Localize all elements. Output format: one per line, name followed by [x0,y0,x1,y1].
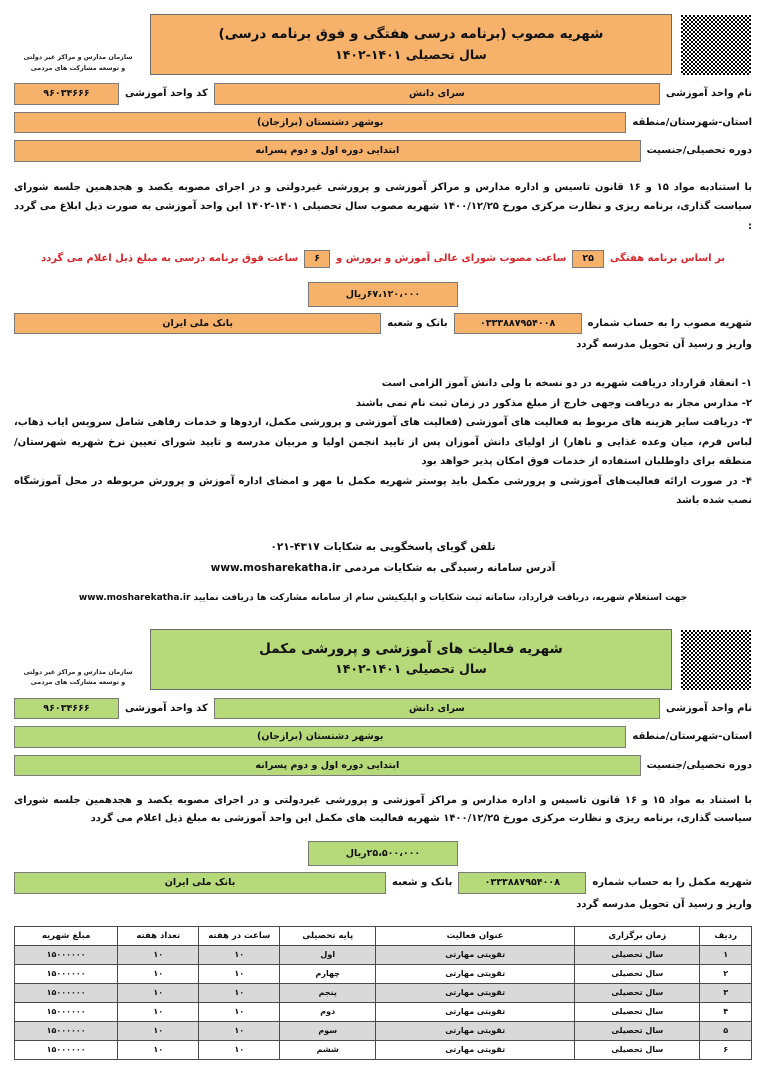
cell-zaman: سال تحصیلی [575,1041,700,1060]
table-row [15,1003,752,1022]
cell-onvan: تقویتی مهارتی [376,1041,575,1060]
supplementary-unit-name-label: نام واحد آموزشی [665,702,752,714]
cell-mablagh: ۱۵۰۰۰۰۰۰ [15,965,118,984]
approved-region-value: بوشهر دشتستان (برازجان) [14,112,626,134]
header-saat: ساعت در هفته [199,926,280,946]
cell-tedad: ۱۰ [118,984,199,1003]
cell-mablagh: ۱۵۰۰۰۰۰۰ [15,946,118,965]
header-onvan: عنوان فعالیت [376,926,575,946]
supplementary-unit-code-label: کد واحد آموزشی [125,702,208,714]
cell-tedad: ۱۰ [118,1022,199,1041]
cell-zaman: سال تحصیلی [575,946,700,965]
approved-banner-row [14,0,752,76]
cell-saat: ۱۰ [199,946,280,965]
cell-paye: اول [280,946,376,965]
organization-label-line1: سازمان مدارس و مراکز غیر دولتی [23,53,133,61]
cell-paye: سوم [280,1022,376,1041]
table-header-row [15,926,752,946]
cell-mablagh: ۱۵۰۰۰۰۰۰ [15,1022,118,1041]
supplementary-bank-text-prefix: شهریه مکمل را به حساب شماره [592,877,752,889]
approved-highlight-row [14,250,752,268]
supplementary-course-row [14,755,752,777]
header-tedad: تعداد هفته [118,926,199,946]
cell-mablagh: ۱۵۰۰۰۰۰۰ [15,1041,118,1060]
notes-list [14,374,752,511]
supplementary-course-label: دوره تحصیلی/جنسیت [646,759,752,771]
contact-site-url[interactable]: www.mosharekatha.ir [210,561,341,574]
supplementary-amount-value: ۲۵،۵۰۰،۰۰۰ریال [308,841,458,866]
table-row [15,946,752,965]
approved-course-row [14,140,752,162]
supplementary-intro-paragraph: با استناد به مواد ۱۵ و ۱۶ قانون تاسیس و اداره مدارس و مراکز آموزشی و پرورشی غیردولتی و در اجرای مصوبه یکصد و هجدهمین جلسه شورای سیاست گذاری، برنامه ریزی و نظارت مرکزی مورخ ۱۴۰۰/۱۲/۲۵ شهریه فعالیت های مکمل این واحد آموزشی به مبلغ ذیل اعلام می گردد [14,795,752,824]
cell-radif: ۱ [700,946,752,965]
approved-unit-code-value: ۹۶۰۳۴۶۶۶ [14,83,119,105]
cell-onvan: تقویتی مهارتی [376,946,575,965]
supplementary-banner-line1: شهریه فعالیت های آموزشی و پرورشی مکمل [259,640,563,657]
note-item: ۳- دریافت سایر هزینه های مربوط به فعالیت های آموزشی (فعالیت های آموزشی و پرورشی مکمل، اردوها و خدمات رفاهی شامل سرویس ایاب ذهاب، لباس فرم، میان وعده غذایی و ناهار) از اولیای دانش آموزان پس از تایید انجمن اولیا و مربیان مدرسه و تایید شورای تعیین نرخ شهریه شهرستان/ منطقه برای داوطلبان استفاده از خدمات فوق امکان پذیر خواهد بود [14,417,752,467]
cell-paye: چهارم [280,965,376,984]
header-mablagh: مبلغ شهریه [15,926,118,946]
contact-site-line [14,558,752,579]
cell-zaman: سال تحصیلی [575,1022,700,1041]
cell-onvan: تقویتی مهارتی [376,965,575,984]
approved-unit-name-label: نام واحد آموزشی [665,88,752,100]
supplementary-account-number: ۰۳۳۳۸۸۷۹۵۴۰۰۸ [458,872,586,894]
supplementary-unit-code-value: ۹۶۰۳۴۶۶۶ [14,698,119,720]
approved-extra-hours-chip: ۶ [304,250,330,268]
approved-account-number: ۰۳۳۳۸۸۷۹۵۴۰۰۸ [454,313,582,335]
approved-banner [150,14,672,75]
approved-highlight-middle: ساعت مصوب شورای عالی آموزش و پرورش و [336,253,567,265]
approved-unit-row [14,83,752,105]
supplementary-amount-wrap [14,841,752,866]
qr-code-icon [680,14,752,76]
note-item: ۲- مدارس مجاز به دریافت وجهی خارج از مبلغ مذکور در زمان ثبت نام نمی باشند [355,397,752,409]
cell-radif: ۳ [700,984,752,1003]
approved-bank-note: واریز و رسید آن تحویل مدرسه گردد [576,339,752,350]
note-item: ۱- انعقاد قرارداد دریافت شهریه در دو نسخه با ولی دانش آموز الزامی است [381,378,752,389]
contact-footer-note-text: جهت استعلام شهریه، دریافت قرارداد، سامانه ثبت شکایات و اپلیکیشن سام از سامانه مشارکت ها دریافت نمایید [193,592,688,603]
supplementary-unit-row [14,698,752,720]
cell-radif: ۴ [700,1003,752,1022]
approved-intro-paragraph: با استنادبه مواد ۱۵ و ۱۶ قانون تاسیس و اداره مدارس و مراکز آموزشی و پرورشی غیردولتی و در اجرای مصوبه یکصد و هجدهمین جلسه شورای سیاست گذاری، برنامه ریزی و نظارت مرکزی مورخ ۱۴۰۰/۱۲/۲۵ شهریه مصوب سال تحصیلی ۱۴۰۱-۱۴۰۲ این واحد آموزشی به صورت ذیل ابلاغ می گردد : [14,181,753,232]
approved-unit-name-value: سرای دانش [214,83,660,105]
organization-label [14,629,142,689]
table-row [15,984,752,1003]
cell-paye: پنجم [280,984,376,1003]
approved-bank-row [14,313,752,335]
approved-bank-text-prefix: شهریه مصوب را به حساب شماره [587,317,752,329]
cell-saat: ۱۰ [199,1022,280,1041]
cell-saat: ۱۰ [199,965,280,984]
header-paye: پایه تحصیلی [280,926,376,946]
contact-footer-note [14,593,752,603]
cell-mablagh: ۱۵۰۰۰۰۰۰ [15,1003,118,1022]
cell-saat: ۱۰ [199,1003,280,1022]
approved-branch-label: بانک و شعبه [387,317,448,329]
header-zaman: زمان برگزاری [575,926,700,946]
cell-zaman: سال تحصیلی [575,1003,700,1022]
contact-phone-number: ۰۲۱-۴۳۱۷ [270,540,320,553]
approved-amount-wrap [14,282,752,307]
contact-block [14,537,752,579]
supplementary-course-value: ابتدایی دوره اول و دوم پسرانه [14,755,641,777]
cell-zaman: سال تحصیلی [575,984,700,1003]
approved-bank-name: بانک ملی ایران [14,313,381,335]
approved-course-value: ابتدایی دوره اول و دوم پسرانه [14,140,641,162]
approved-amount-value: ۶۷،۱۲۰،۰۰۰ریال [308,282,458,307]
approved-banner-line2: سال تحصیلی ۱۴۰۱-۱۴۰۲ [335,46,487,62]
supplementary-region-value: بوشهر دشتستان (برازجان) [14,726,626,748]
table-body [15,946,752,1060]
approved-highlight-suffix: ساعت فوق برنامه درسی به مبلغ ذیل اعلام می گردد [40,253,299,265]
supplementary-region-label: استان-شهرستان/منطقه [632,731,752,743]
approved-unit-code-label: کد واحد آموزشی [125,88,208,100]
contact-footer-note-url[interactable]: www.mosharekatha.ir [78,592,191,603]
cell-saat: ۱۰ [199,984,280,1003]
cell-tedad: ۱۰ [118,1003,199,1022]
cell-paye: دوم [280,1003,376,1022]
cell-radif: ۶ [700,1041,752,1060]
cell-tedad: ۱۰ [118,946,199,965]
supplementary-bank-note: واریز و رسید آن تحویل مدرسه گردد [576,898,752,910]
fees-table [14,926,752,1061]
organization-label-line2: و توسعه مشارکت های مردمی [30,678,126,687]
approved-region-row [14,112,752,134]
cell-radif: ۵ [700,1022,752,1041]
header-radif: ردیف [700,926,752,946]
contact-phone-label: تلفن گویای پاسخگویی به شکایات [323,540,496,553]
cell-saat: ۱۰ [199,1041,280,1060]
contact-phone-line [14,537,752,558]
approved-weekly-hours-chip: ۲۵ [572,250,604,268]
approved-course-label: دوره تحصیلی/جنسیت [646,145,752,157]
supplementary-banner [150,629,672,690]
organization-label [14,14,142,74]
approved-banner-line1: شهریه مصوب (برنامه درسی هفتگی و فوق برنامه درسی) [218,26,604,42]
note-item: ۴- در صورت ارائه فعالیت‌های آموزشی و پرورشی مکمل باید پوستر شهریه مکمل با مهر و امضای اداره آموزش و پرورش مربوطه در محل آموزشگاه نصب شده باشد [14,475,752,506]
cell-onvan: تقویتی مهارتی [376,1022,575,1041]
cell-zaman: سال تحصیلی [575,965,700,984]
cell-tedad: ۱۰ [118,965,199,984]
organization-label-line2: و توسعه مشارکت های مردمی [30,63,126,72]
supplementary-branch-label: بانک و شعبه [392,877,453,889]
approved-region-label: استان-شهرستان/منطقه [632,116,752,128]
supplementary-banner-line2: سال تحصیلی ۱۴۰۱-۱۴۰۲ [335,661,487,677]
cell-radif: ۲ [700,965,752,984]
cell-mablagh: ۱۵۰۰۰۰۰۰ [15,984,118,1003]
supplementary-unit-name-value: سرای دانش [214,698,660,720]
supplementary-bank-name: بانک ملی ایران [14,872,386,894]
table-row [15,965,752,984]
qr-code-icon [680,629,752,691]
approved-highlight-prefix: بر اساس برنامه هفتگی [609,253,726,265]
cell-onvan: تقویتی مهارتی [376,1003,575,1022]
table-row [15,1041,752,1060]
supplementary-bank-row [14,872,752,894]
organization-label-line1: سازمان مدارس و مراکز غیر دولتی [23,667,133,676]
supplementary-region-row [14,726,752,748]
cell-onvan: تقویتی مهارتی [376,984,575,1003]
cell-tedad: ۱۰ [118,1041,199,1060]
cell-paye: ششم [280,1041,376,1060]
supplementary-banner-row [14,603,752,691]
contact-site-label: آدرس سامانه رسیدگی به شکایات مردمی [344,561,556,574]
table-row [15,1022,752,1041]
